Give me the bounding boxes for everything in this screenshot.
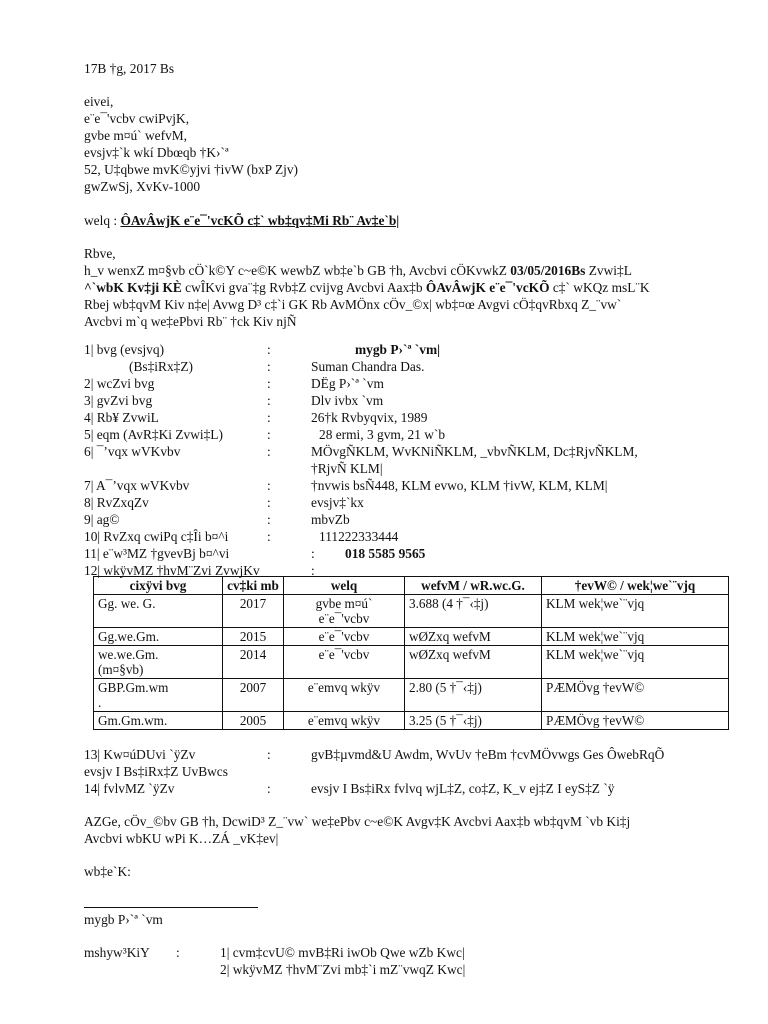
advert-date: 03/05/2016Bs <box>510 263 586 278</box>
column-header: †evW© / wek¦we`¨vjq <box>542 577 729 595</box>
table-row <box>94 679 729 712</box>
field-colon: : <box>267 747 271 762</box>
field-colon: : <box>267 427 271 442</box>
field-value-cont: †RjvÑ KLM| <box>311 461 383 476</box>
field-value: mygb P›`ª `vm| <box>355 342 441 357</box>
table-cell: wØZxq wefvM <box>405 646 542 679</box>
field-value: Suman Chandra Das. <box>311 359 425 374</box>
table-cell: e¨e¯'vcbv <box>284 646 405 679</box>
field-value: evsjv I Bs‡iRx fvlvq wjL‡Z, co‡Z, K_v ej‡Z I eyS‡Z `ÿ <box>311 781 615 796</box>
table-cell: PÆMÖvg †evW© <box>542 712 729 730</box>
field-colon: : <box>267 359 271 374</box>
field-value: †nvwis bsÑ448, KLM evwo, KLM †ivW, KLM, KLM| <box>311 478 608 493</box>
table-cell: we.we.Gm. (m¤§vb) <box>94 646 223 679</box>
field-label: 6| ¯’vqx wVKvbv <box>84 444 181 459</box>
field-value: 28 ermi, 3 gvm, 21 w`b <box>319 427 446 442</box>
signature-name: mygb P›`ª `vm <box>84 912 163 927</box>
table-row <box>94 712 729 730</box>
table-cell: KLM wek¦we`¨vjq <box>542 646 729 679</box>
field-label: (Bs‡iRx‡Z) <box>129 359 193 374</box>
field-value-cont: evsjv I Bs‡iRx‡Z UvBwcs <box>84 764 228 779</box>
enclosure-item: 1| cvm‡cvU© mvB‡Ri iwOb Qwe wZb Kwc| <box>220 945 465 960</box>
field-label: 7| A¯’vqx wVKvbv <box>84 478 190 493</box>
recipient-line: e¨e¯'vcbv cwiPvjK, <box>84 111 190 126</box>
field-value: 111222333444 <box>319 529 399 544</box>
greeting: Rbve, <box>84 246 116 261</box>
table-cell: wØZxq wefvM <box>405 628 542 646</box>
table-header-row <box>94 577 729 595</box>
table-cell: 2017 <box>223 595 284 628</box>
field-colon: : <box>267 410 271 425</box>
table-cell: Gg.we.Gm. <box>94 628 223 646</box>
field-colon: : <box>267 512 271 527</box>
table-cell: 2007 <box>223 679 284 712</box>
field-label: 2| wcZvi bvg <box>84 376 155 391</box>
field-label: 3| gvZvi bvg <box>84 393 153 408</box>
field-colon: : <box>267 376 271 391</box>
subject-line <box>84 212 399 229</box>
body-text: h_v wenxZ m¤§vb cÖ`k©Y c~e©K wewbZ wb‡e`b GB †h, Avcbvi cÖKvwkZ <box>84 263 511 278</box>
column-header: wefvM / wR.wc.G. <box>405 577 542 595</box>
table-cell: 2015 <box>223 628 284 646</box>
closing-line: Avcbvi wbKU wPi K…ZÁ _vK‡ev| <box>84 831 279 846</box>
body-text: c‡` wKQz msL¨K <box>549 280 650 295</box>
table-cell: KLM wek¦we`¨vjq <box>542 595 729 628</box>
field-value: mbvZb <box>311 512 350 527</box>
newspaper-name: ^`wbK Kv‡ji KÈ <box>84 280 182 295</box>
table-cell: GBP.Gm.wm . <box>94 679 223 712</box>
sign-off: wb‡e`K: <box>84 864 131 879</box>
table-cell: e¨e¯'vcbv <box>284 628 405 646</box>
table-row <box>94 595 729 628</box>
column-header: cv‡ki mb <box>223 577 284 595</box>
field-colon: : <box>267 781 271 796</box>
field-label: 11| e¨w³MZ †gvevBj b¤^vi <box>84 546 230 561</box>
enclosure-item: 2| wkÿvMZ †hvM¨Zvi mb‡`i mZ¨vwqZ Kwc| <box>220 962 466 977</box>
enclosure-label: mshyw³KiY <box>84 945 150 960</box>
field-label: 12| wkÿvMZ †hvM¨Zvi ZvwjKv <box>84 563 260 578</box>
field-label: 8| RvZxqZv <box>84 495 149 510</box>
body-line <box>84 262 632 279</box>
field-colon: : <box>267 478 271 493</box>
body-text: cwÎKvi gva¨‡g Rvb‡Z cvijvg Avcbvi Aax‡b <box>181 280 426 295</box>
table-cell: Gg. we. G. <box>94 595 223 628</box>
field-colon: : <box>311 546 315 561</box>
letter-date: 17B †g, 2017 Bs <box>84 61 175 76</box>
column-header: cixÿvi bvg <box>94 577 223 595</box>
table-row <box>94 628 729 646</box>
field-colon: : <box>267 393 271 408</box>
position-name: ÔAvÂwjK e¨e¯'vcKÕ <box>425 280 550 295</box>
recipient-line: gwZwSj, XvKv-1000 <box>84 179 201 194</box>
field-value: MÖvgÑKLM, WvKNiÑKLM, _vbvÑKLM, Dc‡RjvÑKLM, <box>311 444 638 459</box>
subject-label: welq : <box>84 213 118 228</box>
recipient-line: gvbe m¤ú` wefvM, <box>84 128 188 143</box>
table-cell: 2005 <box>223 712 284 730</box>
closing-line: AZGe, cÖv_©bv GB †h, DcwiD³ Z_¨vw` we‡ePbv c~e©K Avgv‡K Avcbvi Aax‡b wb‡qvM `vb Ki‡j <box>84 814 631 829</box>
table-cell: 2014 <box>223 646 284 679</box>
table-cell: e¨emvq wkÿv <box>284 679 405 712</box>
enclosure-colon: : <box>176 945 180 960</box>
field-label: 1| bvg (evsjvq) <box>84 342 165 357</box>
field-label: 10| RvZxq cwiPq c‡Îi b¤^i <box>84 529 229 544</box>
salutation-to: eivei, <box>84 94 114 109</box>
table-cell: PÆMÖvg †evW© <box>542 679 729 712</box>
field-colon: : <box>311 563 315 578</box>
field-value: DËg P›`ª `vm <box>311 376 384 391</box>
field-label: 14| fvlvMZ `ÿZv <box>84 781 175 796</box>
education-table <box>93 576 729 730</box>
table-row <box>94 646 729 679</box>
body-text: Zvwi‡L <box>585 263 632 278</box>
signature-line <box>84 907 258 908</box>
field-label: 4| Rb¥ ZvwiL <box>84 410 159 425</box>
table-cell: 3.688 (4 †¯‹‡j) <box>405 595 542 628</box>
table-cell: 3.25 (5 †¯‹‡j) <box>405 712 542 730</box>
body-line <box>84 279 650 296</box>
body-line: Avcbvi m`q we‡ePbvi Rb¨ †ck Kiv njÑ <box>84 314 297 329</box>
table-cell: gvbe m¤ú` e¨e¯'vcbv <box>284 595 405 628</box>
table-cell: Gm.Gm.wm. <box>94 712 223 730</box>
field-label: 9| ag© <box>84 512 120 527</box>
table-cell: e¨emvq wkÿv <box>284 712 405 730</box>
recipient-line: evsjv‡`k wkí Dbœqb †K›`ª <box>84 145 229 160</box>
field-colon: : <box>267 495 271 510</box>
field-value: evsjv‡`kx <box>311 495 364 510</box>
table-cell: 2.80 (5 †¯‹‡j) <box>405 679 542 712</box>
column-header: welq <box>284 577 405 595</box>
table-cell: KLM wek¦we`¨vjq <box>542 628 729 646</box>
field-colon: : <box>267 342 271 357</box>
subject-text: ÔAvÂwjK e¨e¯'vcKÕ c‡` wb‡qv‡Mi Rb¨ Av‡e`b| <box>120 213 400 228</box>
field-value: gvB‡µvmd&U Awdm, WvUv †eBm †cvMÖvwgs Ges ÔwebRqÕ <box>311 747 665 762</box>
field-label: 5| eqm (AvR‡Ki Zvwi‡L) <box>84 427 223 442</box>
body-line: Rbej wb‡qvM Kiv n‡e| Avwg D³ c‡`i GK Rb AvMÖnx cÖv_©x| wb‡¤œ Avgvi cÖ‡qvRbxq Z_¨vw` <box>84 297 622 312</box>
field-label: 13| Kw¤úDUvi `ÿZv <box>84 747 196 762</box>
field-colon: : <box>267 529 271 544</box>
field-value: 018 5585 9565 <box>345 546 426 561</box>
field-value: 26†k Rvbyqvix, 1989 <box>311 410 428 425</box>
recipient-line: 52, U‡qbwe mvK©yjvi †ivW (bxP Zjv) <box>84 162 298 177</box>
field-colon: : <box>267 444 271 459</box>
field-value: Dlv ivbx `vm <box>311 393 384 408</box>
